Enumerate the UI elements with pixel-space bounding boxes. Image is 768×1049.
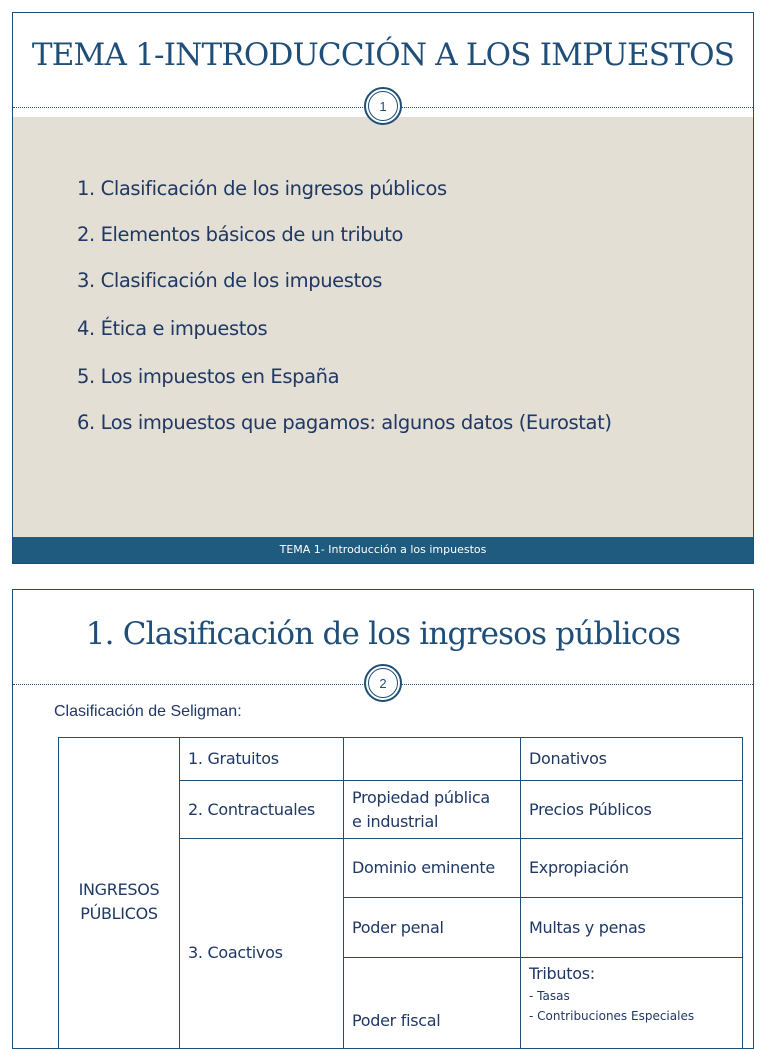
slide-2: [12, 589, 754, 1049]
table-caption: Clasificación de Seligman:: [54, 703, 242, 720]
agenda-item-5: 5. Los impuestos en España: [77, 365, 340, 388]
slide-1: [12, 12, 754, 564]
agenda-item-1: 1. Clasificación de los ingresos públicos: [77, 177, 447, 200]
slide-1-title: TEMA 1-INTRODUCCIÓN A LOS IMPUESTOS: [31, 37, 735, 73]
source-propiedad-line-2: e industrial: [352, 811, 439, 831]
source-penal: Poder penal: [343, 897, 521, 958]
source-empty: [343, 737, 521, 781]
category-gratuitos: 1. Gratuitos: [179, 737, 344, 781]
source-dominio: Dominio eminente: [343, 838, 521, 898]
root-cell: [58, 737, 180, 1049]
agenda-item-3: 3. Clasificación de los impuestos: [77, 269, 383, 292]
slide-1-content: [13, 117, 753, 537]
slide-2-title: 1. Clasificación de los ingresos públicos: [85, 616, 681, 652]
agenda-item-4: 4. Ética e impuestos: [77, 317, 268, 340]
slide-number-badge: [364, 87, 402, 125]
root-label-line-2: PÚBLICOS: [80, 904, 158, 923]
source-fiscal: [343, 957, 521, 1049]
source-propiedad: [343, 780, 521, 839]
slide-number: 2: [368, 668, 398, 698]
result-tributos: [520, 957, 743, 1049]
category-coactivos: 3. Coactivos: [179, 838, 344, 1049]
source-propiedad-line-1: Propiedad pública: [352, 787, 490, 807]
result-precios: Precios Públicos: [520, 780, 743, 839]
result-multas: Multas y penas: [520, 897, 743, 958]
tributo-tasas: - Tasas: [529, 989, 570, 1003]
source-fiscal-label: Poder fiscal: [352, 1011, 441, 1030]
tributos-label: Tributos:: [529, 964, 595, 983]
slide-number-badge: [364, 664, 402, 702]
result-donativos: Donativos: [520, 737, 743, 781]
agenda-item-6: 6. Los impuestos que pagamos: algunos datos (Eurostat): [77, 411, 612, 434]
category-contractuales: 2. Contractuales: [179, 780, 344, 839]
root-label-line-1: INGRESOS: [78, 880, 160, 899]
tributo-contribuciones: - Contribuciones Especiales: [529, 1009, 695, 1024]
agenda-item-2: 2. Elementos básicos de un tributo: [77, 223, 404, 246]
result-expropiacion: Expropiación: [520, 838, 743, 898]
slide-footer: TEMA 1- Introducción a los impuestos: [13, 537, 753, 563]
slide-number: 1: [368, 91, 398, 121]
